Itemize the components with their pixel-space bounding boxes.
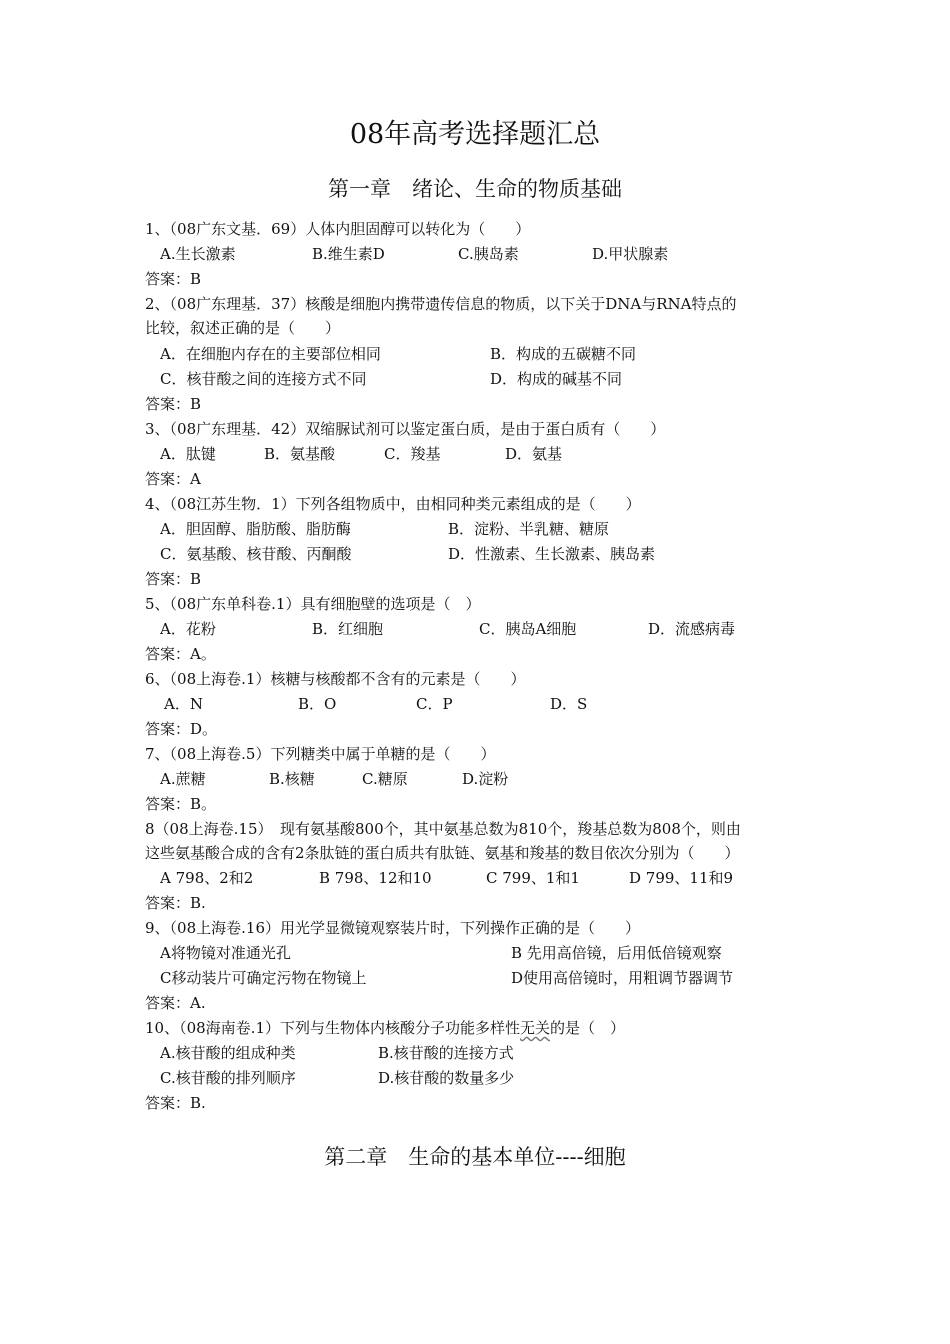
- question-7-stem: 7、（08上海卷.5）下列糖类中属于单糖的是（ ）: [145, 745, 496, 763]
- question-1-answer: 答案：B: [145, 270, 202, 288]
- question-6-stem: 6、（08上海卷.1）核糖与核酸都不含有的元素是（ ）: [145, 670, 526, 688]
- question-4-option-a: A．胆固醇、脂肪酸、脂肪酶: [160, 520, 351, 538]
- question-10-option-d: D.核苷酸的数量多少: [378, 1069, 515, 1087]
- question-5-answer: 答案：A。: [145, 645, 216, 663]
- question-10-stem-marked-word: 无关: [520, 1019, 551, 1037]
- question-5-stem: 5、（08广东单科卷.1）具有细胞壁的选项是（ ）: [145, 595, 481, 613]
- question-9-option-d: D使用高倍镜时，用粗调节器调节: [511, 969, 734, 987]
- question-2-option-b: B．构成的五碳糖不同: [490, 345, 637, 363]
- question-3-option-b: B．氨基酸: [264, 445, 336, 463]
- question-9-option-a: A将物镜对准通光孔: [160, 944, 291, 962]
- question-2-answer: 答案：B: [145, 395, 202, 413]
- question-9-option-b: B 先用高倍镜，后用低倍镜观察: [511, 944, 722, 962]
- question-1-option-b: B.维生素D: [312, 245, 385, 263]
- question-4-stem: 4、（08江苏生物．1）下列各组物质中，由相同种类元素组成的是（ ）: [145, 495, 641, 513]
- chapter-1-heading: 第一章 绪论、生命的物质基础: [328, 177, 622, 201]
- question-7-option-d: D.淀粉: [462, 770, 509, 788]
- question-7-option-b: B.核糖: [269, 770, 315, 788]
- question-3-option-c: C．羧基: [384, 445, 441, 463]
- question-3-answer: 答案：A: [145, 470, 201, 488]
- question-6-answer: 答案：D。: [145, 720, 218, 738]
- question-6-option-c: C．P: [416, 695, 453, 713]
- question-4-option-b: B．淀粉、半乳糖、糖原: [448, 520, 610, 538]
- question-4-answer: 答案：B: [145, 570, 202, 588]
- question-1-option-a: A.生长激素: [160, 245, 236, 263]
- question-6-option-d: D．S: [550, 695, 588, 713]
- question-3-option-d: D．氨基: [505, 445, 563, 463]
- question-5-option-c: C．胰岛A细胞: [479, 620, 577, 638]
- question-8-option-c: C 799、1和1: [486, 869, 580, 887]
- question-5-option-b: B．红细胞: [312, 620, 384, 638]
- question-2-option-a: A．在细胞内存在的主要部位相同: [160, 345, 381, 363]
- question-10-stem: [145, 1018, 625, 1038]
- question-6-option-a: A．N: [164, 695, 203, 713]
- question-5-option-d: D．流感病毒: [648, 620, 736, 638]
- question-8-option-a: A 798、2和2: [160, 869, 254, 887]
- question-2-option-d: D．构成的碱基不同: [490, 370, 623, 388]
- question-9-stem: 9、（08上海卷.16）用光学显微镜观察装片时，下列操作正确的是（ ）: [145, 919, 640, 937]
- question-3-stem: 3、（08广东理基．42）双缩脲试剂可以鉴定蛋白质，是由于蛋白质有（ ）: [145, 420, 666, 438]
- question-2-stem: 2、（08广东理基．37）核酸是细胞内携带遗传信息的物质，以下关于DNA与RNA特点的: [145, 295, 737, 313]
- question-7-answer: 答案：B。: [145, 795, 217, 813]
- question-7-option-a: A.蔗糖: [160, 770, 206, 788]
- question-9-answer: 答案：A.: [145, 994, 206, 1012]
- question-10-stem-start: 10、（08海南卷.1）下列与生物体内核酸分子功能多样性: [145, 1019, 520, 1037]
- question-8-stem: 8（08上海卷.15） 现有氨基酸800个，其中氨基总数为810个，羧基总数为808个，则由: [145, 820, 741, 838]
- question-2-stem-continued: 比较，叙述正确的是（ ）: [145, 319, 341, 337]
- question-8-option-b: B 798、12和10: [319, 869, 432, 887]
- chapter-2-heading: 第二章 生命的基本单位----细胞: [324, 1145, 626, 1169]
- question-1-stem: 1、（08广东文基．69）人体内胆固醇可以转化为（ ）: [145, 220, 531, 238]
- question-10-stem-end: 的是（ ）: [550, 1019, 626, 1037]
- question-1-option-c: C.胰岛素: [458, 245, 519, 263]
- question-10-option-b: B.核苷酸的连接方式: [378, 1044, 514, 1062]
- question-2-option-c: C．核苷酸之间的连接方式不同: [160, 370, 367, 388]
- question-5-option-a: A．花粉: [160, 620, 216, 638]
- page-title: 08年高考选择题汇总: [349, 119, 601, 150]
- question-1-option-d: D.甲状腺素: [592, 245, 669, 263]
- question-3-option-a: A．肽键: [160, 445, 216, 463]
- question-10-option-c: C.核苷酸的排列顺序: [160, 1069, 296, 1087]
- question-8-stem-continued: 这些氨基酸合成的含有2条肽链的蛋白质共有肽链、氨基和羧基的数目依次分别为（ ）: [145, 844, 740, 862]
- question-8-option-d: D 799、11和9: [629, 869, 734, 887]
- question-7-option-c: C.糖原: [362, 770, 408, 788]
- question-10-option-a: A.核苷酸的组成种类: [160, 1044, 296, 1062]
- question-4-option-c: C．氨基酸、核苷酸、丙酮酸: [160, 545, 352, 563]
- question-9-option-c: C移动装片可确定污物在物镜上: [160, 969, 367, 987]
- question-10-answer: 答案：B.: [145, 1094, 206, 1112]
- question-8-answer: 答案：B.: [145, 894, 206, 912]
- question-4-option-d: D．性激素、生长激素、胰岛素: [448, 545, 656, 563]
- question-6-option-b: B．O: [298, 695, 337, 713]
